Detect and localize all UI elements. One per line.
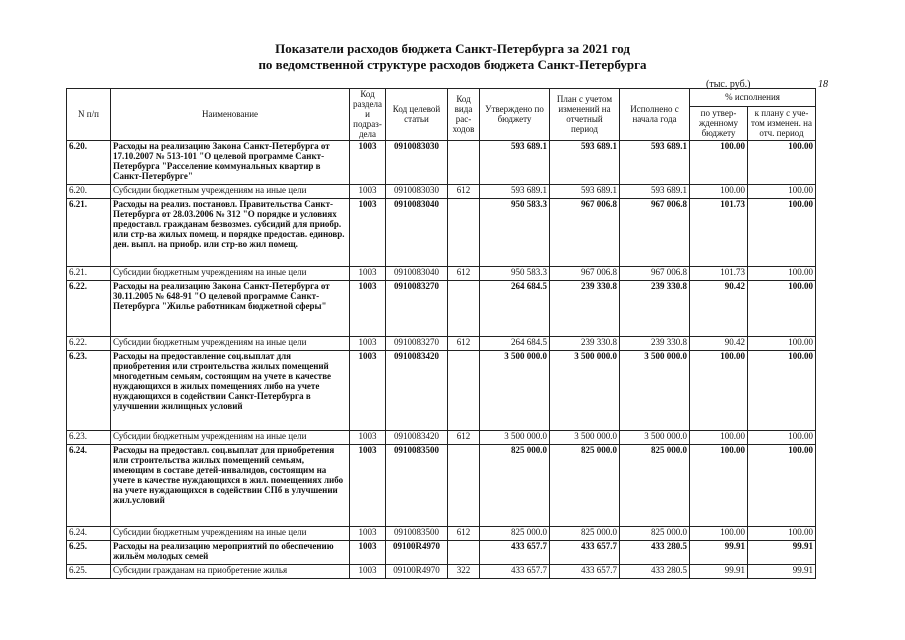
- header-approved: Утверждено по бюджету: [480, 89, 550, 141]
- expenses-table: [66, 88, 816, 579]
- row-article-code: 09100R4970: [386, 565, 448, 579]
- row-section-code: 1003: [350, 337, 386, 351]
- row-name: Расходы на реализацию мероприятий по обеспечению жильём молодых семей: [111, 541, 350, 565]
- row-plan: 825 000.0: [550, 445, 620, 527]
- row-executed: 239 330.8: [620, 281, 690, 337]
- row-approved: 264 684.5: [480, 337, 550, 351]
- header-np: N п/п: [67, 89, 111, 141]
- table-row: [67, 351, 816, 431]
- row-number: 6.22.: [67, 281, 111, 337]
- row-name: Расходы на предоставл. соц.выплат для приобретения или строительства жилых помещений семьям, имеющим в составе детей-инвалидов, состоящим на учете в качестве нуждающихся в жил. помещениях либо на учете нуждающихся в содействии СПб в улучшении жил.условий: [111, 445, 350, 527]
- row-name: Субсидии гражданам на приобретение жилья: [111, 565, 350, 579]
- row-pct-approved: 100.00: [690, 527, 748, 541]
- units-label: (тыс. руб.): [706, 79, 751, 90]
- row-pct-plan: 100.00: [748, 527, 816, 541]
- row-section-code: 1003: [350, 185, 386, 199]
- row-article-code: 0910083030: [386, 141, 448, 185]
- row-article-code: 0910083030: [386, 185, 448, 199]
- row-section-code: 1003: [350, 527, 386, 541]
- row-name: Субсидии бюджетным учреждениям на иные цели: [111, 527, 350, 541]
- row-article-code: 0910083420: [386, 351, 448, 431]
- row-pct-plan: 100.00: [748, 337, 816, 351]
- row-plan: 967 006.8: [550, 267, 620, 281]
- document-title-line2: по ведомственной структуре расходов бюджета Санкт-Петербурга: [258, 57, 647, 72]
- row-approved: 433 657.7: [480, 541, 550, 565]
- row-section-code: 1003: [350, 431, 386, 445]
- row-executed: 3 500 000.0: [620, 351, 690, 431]
- row-name: Расходы на реализацию Закона Санкт-Петербурга от 30.11.2005 № 648-91 "О целевой программе Санкт-Петербурга "Жилье работникам бюджетной сферы": [111, 281, 350, 337]
- table-row: [67, 541, 816, 565]
- row-expense-type-code: 612: [448, 267, 480, 281]
- row-article-code: 0910083040: [386, 267, 448, 281]
- header-percent: % исполнения: [690, 89, 816, 107]
- header-plan: План с учетом изменений на отчетный период: [550, 89, 620, 141]
- row-plan: 967 006.8: [550, 199, 620, 267]
- row-approved: 3 500 000.0: [480, 351, 550, 431]
- table-row: [67, 527, 816, 541]
- row-article-code: 0910083500: [386, 445, 448, 527]
- row-pct-approved: 101.73: [690, 199, 748, 267]
- row-approved: 825 000.0: [480, 445, 550, 527]
- row-pct-approved: 100.00: [690, 351, 748, 431]
- table-row: [67, 267, 816, 281]
- row-pct-approved: 100.00: [690, 141, 748, 185]
- row-executed: 433 280.5: [620, 541, 690, 565]
- row-section-code: 1003: [350, 445, 386, 527]
- table-row: [67, 141, 816, 185]
- table-row: [67, 185, 816, 199]
- row-name: Расходы на предоставление соц.выплат для приобретения или строительства жилых помещений многодетным семьям, состоящим на учете в качестве нуждающихся в жилых помещениях либо на учете нуждающихся в содействии Санкт-Петербурга в улучшении жилищных условий: [111, 351, 350, 431]
- row-plan: 3 500 000.0: [550, 431, 620, 445]
- row-plan: 3 500 000.0: [550, 351, 620, 431]
- row-number: 6.23.: [67, 351, 111, 431]
- row-section-code: 1003: [350, 565, 386, 579]
- row-pct-plan: 100.00: [748, 445, 816, 527]
- row-pct-plan: 100.00: [748, 351, 816, 431]
- row-pct-plan: 100.00: [748, 267, 816, 281]
- row-expense-type-code: 612: [448, 337, 480, 351]
- row-section-code: 1003: [350, 351, 386, 431]
- row-plan: 825 000.0: [550, 527, 620, 541]
- row-number: 6.25.: [67, 565, 111, 579]
- row-executed: 593 689.1: [620, 185, 690, 199]
- row-expense-type-code: [448, 541, 480, 565]
- row-approved: 593 689.1: [480, 141, 550, 185]
- row-name: Субсидии бюджетным учреждениям на иные цели: [111, 431, 350, 445]
- row-pct-approved: 101.73: [690, 267, 748, 281]
- row-plan: 239 330.8: [550, 337, 620, 351]
- row-plan: 593 689.1: [550, 185, 620, 199]
- row-approved: 433 657.7: [480, 565, 550, 579]
- row-pct-plan: 100.00: [748, 185, 816, 199]
- row-section-code: 1003: [350, 281, 386, 337]
- row-plan: 239 330.8: [550, 281, 620, 337]
- row-number: 6.24.: [67, 445, 111, 527]
- row-approved: 264 684.5: [480, 281, 550, 337]
- row-number: 6.20.: [67, 141, 111, 185]
- row-article-code: 0910083040: [386, 199, 448, 267]
- row-section-code: 1003: [350, 267, 386, 281]
- row-article-code: 09100R4970: [386, 541, 448, 565]
- table-row: [67, 445, 816, 527]
- row-name: Субсидии бюджетным учреждениям на иные цели: [111, 185, 350, 199]
- row-pct-plan: 100.00: [748, 199, 816, 267]
- row-executed: 825 000.0: [620, 527, 690, 541]
- header-expense-type-code: Код вида рас-ходов: [448, 89, 480, 141]
- row-plan: 593 689.1: [550, 141, 620, 185]
- row-section-code: 1003: [350, 541, 386, 565]
- row-pct-plan: 99.91: [748, 565, 816, 579]
- row-expense-type-code: [448, 141, 480, 185]
- row-executed: 433 280.5: [620, 565, 690, 579]
- row-executed: 967 006.8: [620, 267, 690, 281]
- row-expense-type-code: 612: [448, 185, 480, 199]
- row-executed: 593 689.1: [620, 141, 690, 185]
- table-row: [67, 431, 816, 445]
- row-executed: 967 006.8: [620, 199, 690, 267]
- row-number: 6.23.: [67, 431, 111, 445]
- row-expense-type-code: 322: [448, 565, 480, 579]
- document-title-line1: Показатели расходов бюджета Санкт-Петербурга за 2021 год: [275, 41, 630, 56]
- row-pct-approved: 100.00: [690, 185, 748, 199]
- row-pct-approved: 99.91: [690, 565, 748, 579]
- header-article-code: Код целевой статьи: [386, 89, 448, 141]
- row-article-code: 0910083270: [386, 281, 448, 337]
- row-expense-type-code: [448, 199, 480, 267]
- row-article-code: 0910083270: [386, 337, 448, 351]
- page-number: 18: [818, 79, 828, 90]
- table-row: [67, 199, 816, 267]
- table-row: [67, 281, 816, 337]
- row-article-code: 0910083420: [386, 431, 448, 445]
- row-pct-plan: 99.91: [748, 541, 816, 565]
- row-expense-type-code: [448, 351, 480, 431]
- row-name: Расходы на реализацию Закона Санкт-Петербурга от 17.10.2007 № 513-101 "О целевой программе Санкт-Петербурга "Расселение коммунальных квартир в Санкт-Петербурге": [111, 141, 350, 185]
- header-name: Наименование: [111, 89, 350, 141]
- row-pct-plan: 100.00: [748, 431, 816, 445]
- row-pct-plan: 100.00: [748, 281, 816, 337]
- table-row: [67, 337, 816, 351]
- row-number: 6.21.: [67, 267, 111, 281]
- row-name: Расходы на реализ. постановл. Правительства Санкт-Петербурга от 28.03.2006 № 312 "О порядке и условиях предоставл. гражданам безвозмез. субсидий для приобр. или стр-ва жилых помещ. и порядке предостав. единовр. ден. выпл. на приобр. или стр-во жил помещ.: [111, 199, 350, 267]
- table-row: [67, 565, 816, 579]
- header-section-code: Код раздела и подраз-дела: [350, 89, 386, 141]
- row-expense-type-code: 612: [448, 527, 480, 541]
- row-plan: 433 657.7: [550, 541, 620, 565]
- row-number: 6.20.: [67, 185, 111, 199]
- row-executed: 3 500 000.0: [620, 431, 690, 445]
- row-pct-approved: 100.00: [690, 431, 748, 445]
- row-pct-approved: 90.42: [690, 281, 748, 337]
- row-approved: 825 000.0: [480, 527, 550, 541]
- row-name: Субсидии бюджетным учреждениям на иные цели: [111, 337, 350, 351]
- row-approved: 950 583.3: [480, 199, 550, 267]
- row-article-code: 0910083500: [386, 527, 448, 541]
- row-pct-plan: 100.00: [748, 141, 816, 185]
- row-number: 6.21.: [67, 199, 111, 267]
- row-number: 6.22.: [67, 337, 111, 351]
- row-number: 6.24.: [67, 527, 111, 541]
- row-approved: 950 583.3: [480, 267, 550, 281]
- row-executed: 825 000.0: [620, 445, 690, 527]
- row-pct-approved: 99.91: [690, 541, 748, 565]
- row-pct-approved: 100.00: [690, 445, 748, 527]
- row-approved: 3 500 000.0: [480, 431, 550, 445]
- header-executed: Исполнено с начала года: [620, 89, 690, 141]
- header-pct-approved: по утвер-жденному бюджету: [690, 106, 748, 141]
- row-pct-approved: 90.42: [690, 337, 748, 351]
- row-name: Субсидии бюджетным учреждениям на иные цели: [111, 267, 350, 281]
- row-approved: 593 689.1: [480, 185, 550, 199]
- row-number: 6.25.: [67, 541, 111, 565]
- row-expense-type-code: [448, 281, 480, 337]
- row-plan: 433 657.7: [550, 565, 620, 579]
- row-expense-type-code: 612: [448, 431, 480, 445]
- row-executed: 239 330.8: [620, 337, 690, 351]
- row-expense-type-code: [448, 445, 480, 527]
- row-section-code: 1003: [350, 199, 386, 267]
- row-section-code: 1003: [350, 141, 386, 185]
- header-pct-plan: к плану с уче-том изменен. на отч. период: [748, 106, 816, 141]
